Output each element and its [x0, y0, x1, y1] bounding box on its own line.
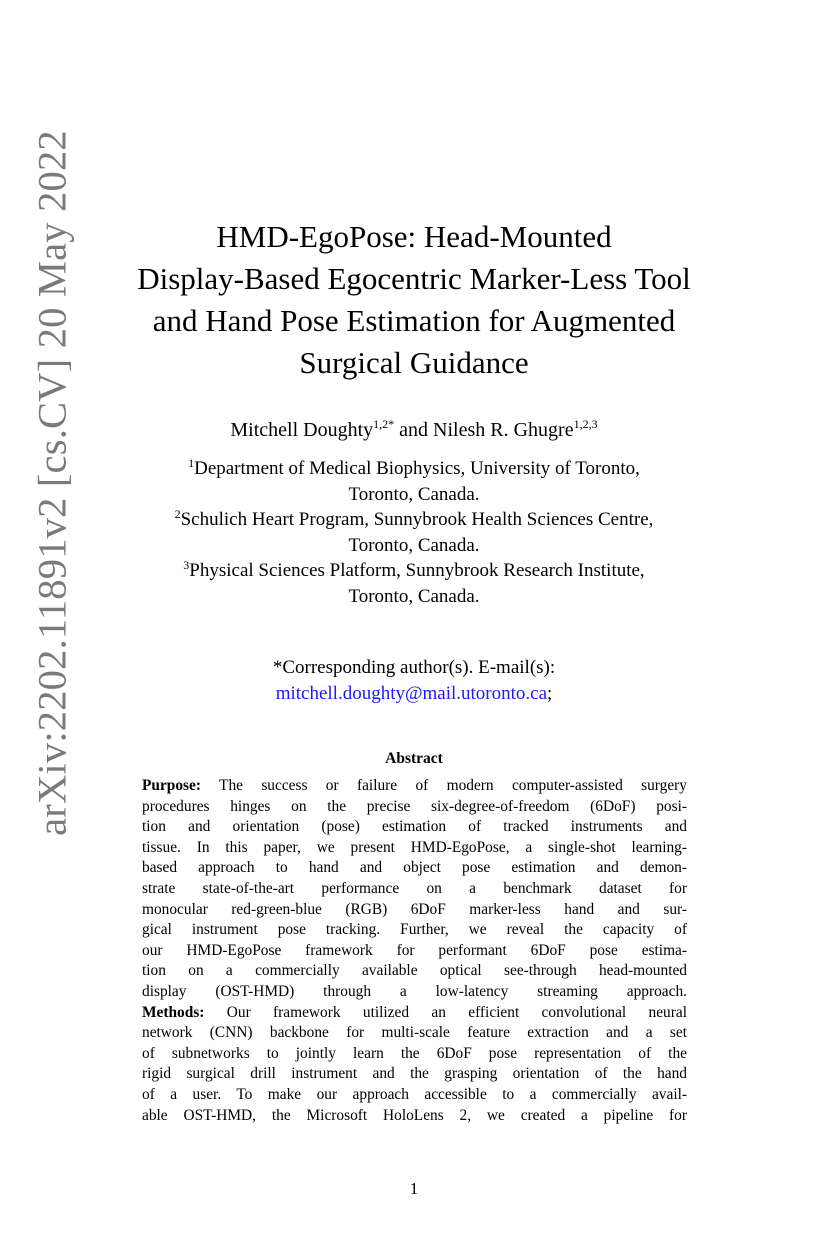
affiliation-line: Toronto, Canada.: [348, 585, 480, 607]
abstract-text: tissue. In this paper, we present HMD-EgoPose, a single-shot learning-: [142, 838, 687, 856]
abstract-line: [142, 982, 687, 1003]
arxiv-identifier-text: arXiv:2202.11891v2 [cs.CV] 20 May 2022: [29, 130, 75, 836]
author-affiliation-marker: 1,2,3: [573, 417, 598, 431]
affiliation-line: Physical Sciences Platform, Sunnybrook Research Institute,: [189, 560, 645, 582]
author-name: Nilesh R. Ghugre: [433, 419, 574, 441]
email-suffix: ;: [547, 683, 553, 704]
abstract-line: [142, 1003, 687, 1024]
abstract-line: [142, 1044, 687, 1065]
abstract-line: [142, 941, 687, 962]
affiliation-line: Toronto, Canada.: [348, 483, 480, 505]
affiliation-number: 3: [183, 558, 190, 573]
abstract-line: [142, 1023, 687, 1044]
abstract-text: network (CNN) backbone for multi-scale feature extraction and a set: [142, 1024, 687, 1042]
affiliation-line: Department of Medical Biophysics, University of Toronto,: [194, 458, 640, 479]
abstract-line: [142, 797, 687, 818]
abstract-text: tion on a commercially available optical see-through head-mounted: [142, 962, 687, 980]
abstract-text: gical instrument pose tracking. Further, we reveal the capacity of: [142, 921, 687, 939]
affiliation-line: Toronto, Canada.: [348, 534, 480, 556]
abstract-line: [142, 817, 687, 838]
abstract-text: of subnetworks to jointly learn the 6DoF pose representation of the: [142, 1044, 687, 1062]
abstract-body: [142, 776, 687, 1126]
corresponding-author-label: *Corresponding author(s). E-mail(s):: [272, 657, 556, 678]
page-number: 1: [409, 1179, 419, 1198]
abstract-section-label: Purpose:: [142, 777, 201, 794]
abstract-line: [142, 1106, 687, 1127]
abstract-text: tion and orientation (pose) estimation of tracked instruments and: [142, 818, 687, 836]
title-line: HMD-EgoPose: Head-Mounted: [216, 219, 612, 254]
abstract-text: monocular red-green-blue (RGB) 6DoF marker-less hand and sur-: [142, 900, 687, 918]
author-name: Mitchell Doughty: [230, 419, 374, 441]
abstract-text: procedures hinges on the precise six-degree-of-freedom (6DoF) posi-: [142, 797, 687, 815]
title-line: Display-Based Egocentric Marker-Less Tool: [137, 261, 691, 296]
abstract-text: Our framework utilized an efficient convolutional neural: [204, 1003, 687, 1021]
abstract-text: able OST-HMD, the Microsoft HoloLens 2, we created a pipeline for: [142, 1106, 687, 1124]
affiliation-number: 1: [188, 456, 195, 470]
abstract-line: [142, 879, 687, 900]
abstract-line: [142, 858, 687, 879]
paper-title: [120, 216, 708, 384]
abstract-text: rigid surgical drill instrument and the grasping orientation of the hand: [142, 1065, 687, 1083]
corresponding-author-block: [120, 655, 708, 707]
abstract-line: [142, 776, 687, 797]
abstract-line: [142, 900, 687, 921]
abstract-line: [142, 838, 687, 859]
author-list: [120, 416, 708, 444]
abstract-line: [142, 1064, 687, 1085]
abstract-line: [142, 961, 687, 982]
abstract-heading: Abstract: [385, 750, 443, 767]
affiliation-list: [100, 456, 728, 610]
abstract-text: The success or failure of modern computer-assisted surgery: [201, 777, 687, 794]
affiliation-item: [100, 558, 728, 609]
affiliation-item: [100, 456, 728, 507]
title-line: Surgical Guidance: [299, 345, 529, 380]
abstract-section-label: Methods:: [142, 1003, 205, 1021]
author-conjunction: and: [394, 419, 434, 441]
abstract-text: of a user. To make our approach accessible to a commercially avail-: [142, 1085, 687, 1103]
abstract-line: [142, 1085, 687, 1106]
abstract-text: our HMD-EgoPose framework for performant 6DoF pose estima-: [142, 941, 687, 959]
affiliation-line: Schulich Heart Program, Sunnybrook Health Sciences Centre,: [180, 509, 654, 531]
affiliation-item: [100, 507, 728, 558]
affiliation-number: 2: [174, 507, 181, 522]
abstract-text: strate state-of-the-art performance on a benchmark dataset for: [142, 879, 687, 897]
abstract-text: display (OST-HMD) through a low-latency streaming approach.: [142, 982, 687, 1000]
abstract-text: based approach to hand and object pose estimation and demon-: [142, 859, 687, 877]
title-line: and Hand Pose Estimation for Augmented: [152, 303, 676, 338]
corresponding-email-link[interactable]: mitchell.doughty@mail.utoronto.ca: [275, 683, 548, 704]
author-affiliation-marker: 1,2*: [373, 417, 395, 431]
abstract-line: [142, 920, 687, 941]
